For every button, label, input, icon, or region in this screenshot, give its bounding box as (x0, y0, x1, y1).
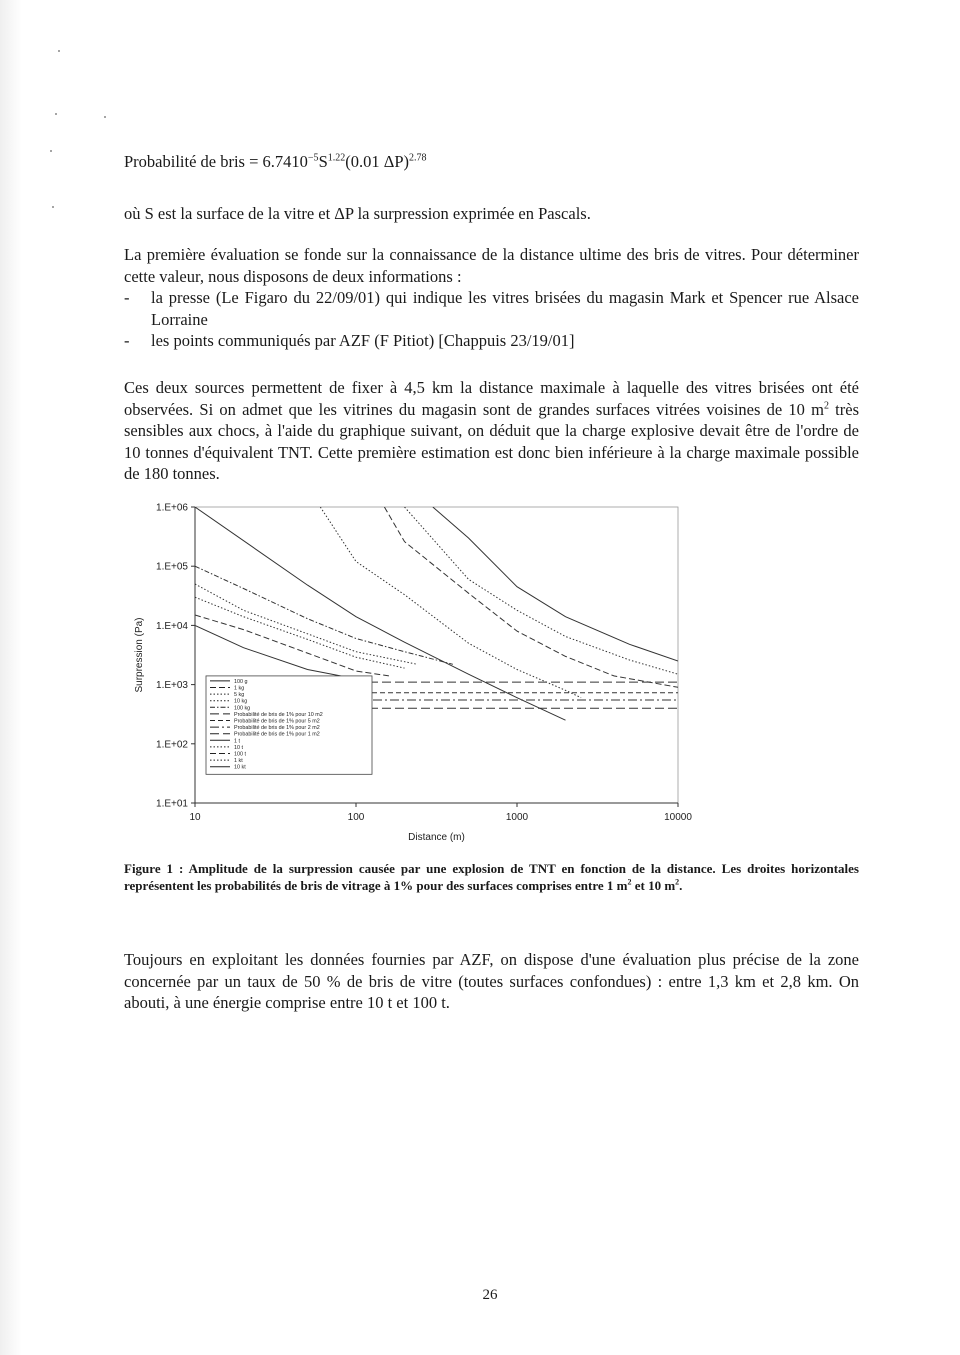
legend-entry: Probabilité de bris de 1% pour 1 m2 (234, 731, 320, 738)
x-tick-label: 10000 (664, 812, 692, 823)
bullet-dash: - (124, 288, 130, 307)
x-tick-label: 100 (347, 812, 365, 823)
legend-entry: Probabilité de bris de 1% pour 10 m2 (234, 711, 323, 718)
legend-entry: 1 kg (234, 685, 245, 692)
superscript: 2 (675, 877, 680, 887)
legend-entry: 100 t (234, 751, 246, 758)
legend-entry: 10 kg (234, 698, 248, 705)
paragraph-intro: La première évaluation se fonde sur la connaissance de la distance ultime des bris de vitres. Pour déterminer cette valeur, nous disposons de deux informations : (124, 245, 859, 286)
bullet-item (124, 287, 859, 330)
paragraph-sources (124, 377, 859, 485)
x-axis-label: Distance (m) (408, 832, 465, 843)
bullet-text: les points communiqués par AZF (F Pitiot) [Chappuis 23/19/01] (151, 331, 575, 350)
bullet-dash: - (124, 331, 130, 350)
formula-exponent: −5 (307, 152, 319, 164)
y-tick-label: 1.E+04 (156, 620, 188, 632)
paragraph-first-evaluation (124, 244, 859, 352)
legend-entry: 1 kt (234, 758, 243, 765)
figure-caption (124, 860, 859, 894)
paragraph-text: très sensibles aux chocs, à l'aide du graphique suivant, on déduit que la charge explosive devait être de l'ordre de 10 tonnes d'équivalent TNT. Cette première estimation est donc bien inférieure à la charge maximale possible de 180 tonnes. (124, 399, 859, 483)
paragraph-text: Ces deux sources permettent de fixer à 4,5 km la distance maximale à laquelle des vitres brisées ont été observées. Si on admet que les vitrines du magasin sont de grandes surfaces vitrées voisines de 10 m (124, 378, 859, 419)
page-edge-shadow (0, 0, 22, 1355)
formula-exponent: 1.22 (327, 152, 346, 164)
y-tick-label: 1.E+06 (156, 502, 188, 514)
series-line (195, 615, 389, 676)
paragraph-definition: où S est la surface de la vitre et ΔP la surpression exprimée en Pascals. (124, 204, 591, 223)
series-line (195, 566, 453, 664)
scan-speck (52, 206, 54, 208)
x-tick-label: 10 (189, 812, 201, 823)
caption-text: . (679, 878, 683, 893)
scan-speck (104, 116, 106, 118)
series-line (405, 507, 679, 674)
y-tick-label: 1.E+02 (156, 739, 188, 751)
formula (124, 151, 859, 173)
superscript: 2 (627, 877, 632, 887)
legend-entry: Probabilité de bris de 1% pour 2 m2 (234, 725, 320, 732)
y-tick-label: 1.E+01 (156, 798, 188, 810)
legend-entry: 100 kg (234, 705, 251, 712)
y-tick-label: 1.E+05 (156, 561, 188, 573)
y-axis-label: Surpression (Pa) (134, 617, 145, 693)
scan-speck (58, 50, 60, 52)
formula-lhs: Probabilité de bris = 6.7410 (124, 152, 308, 171)
superscript: 2 (823, 400, 829, 411)
legend-entry: 5 kg (234, 692, 245, 699)
y-tick-label: 1.E+03 (156, 680, 188, 692)
legend-entry: 1 t (234, 738, 240, 745)
overpressure-chart (100, 495, 720, 845)
scan-speck (55, 113, 57, 115)
formula-exponent: 2.78 (409, 152, 427, 164)
series-line (195, 597, 405, 668)
legend-entry: 10 kt (234, 764, 246, 771)
legend-entry: 100 g (234, 678, 248, 685)
formula-rhs: (0.01 ΔP) (345, 152, 410, 171)
bullet-item (124, 330, 859, 352)
formula-surface-symbol: S (318, 152, 328, 171)
caption-text: Figure 1 : Amplitude de la surpression causée par une explosion de TNT en fonction de la distance. Les droites horizontales représentent les probabilités de bris de vitrage à 1% pour des surfaces comprises entre 1 m (124, 861, 859, 893)
paragraph-zone-evaluation: Toujours en exploitant les données fournies par AZF, on dispose d'une évaluation plus précise de la zone concernée par un taux de 50 % de bris de vitre (toutes surfaces confondues) : entre 1,3 km et 2,8 km. On abouti, à une énergie comprise entre 10 t et 100 t. (124, 950, 859, 1012)
series-line (433, 507, 678, 661)
bullet-text: la presse (Le Figaro du 22/09/01) qui indique les vitres brisées du magasin Mark et Spencer rue Alsace Lorraine (151, 288, 859, 329)
page-number: 26 (482, 1287, 498, 1303)
legend-entry: 10 t (234, 744, 243, 751)
x-tick-label: 1000 (505, 812, 529, 823)
scan-speck (50, 150, 52, 152)
caption-text: et 10 m (631, 878, 676, 893)
legend-entry: Probabilité de bris de 1% pour 5 m2 (234, 718, 320, 725)
